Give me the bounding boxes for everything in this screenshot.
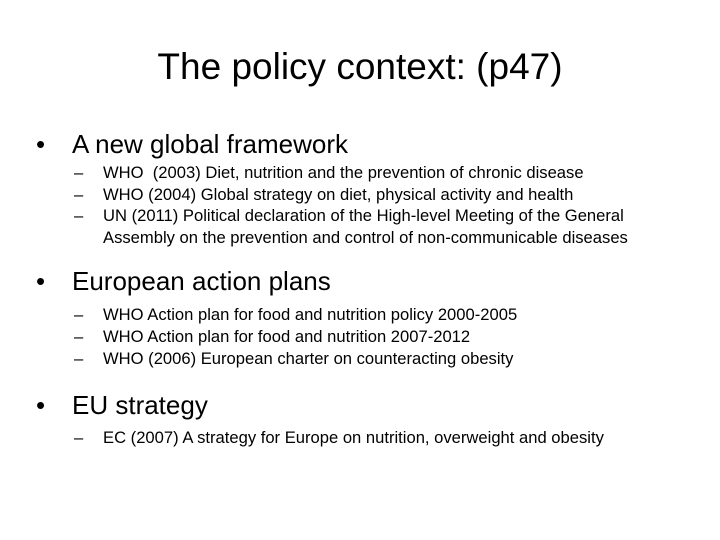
sub-list [36,427,700,449]
dash-icon: – [74,428,84,448]
dash-icon: – [74,206,84,226]
sub-list [36,304,700,369]
section-heading [36,264,700,298]
list-item-text: UN (2011) Political declaration of the High-level Meeting of the General Assembly on the prevention and control of non-communicable diseases [103,206,628,247]
list-item-text: WHO Action plan for food and nutrition 2007-2012 [103,326,471,346]
section-heading [36,388,700,422]
bullet-icon: • [36,266,46,297]
list-item-text: WHO (2003) Diet, nutrition and the prevention of chronic disease [103,163,584,182]
section-eu-strategy [36,388,700,449]
bullet-icon: • [36,129,46,159]
slide-body [36,127,700,449]
section-heading-text: EU strategy [72,390,208,421]
bullet-icon: • [36,390,46,421]
dash-icon: – [74,163,84,182]
list-item-text: WHO (2006) European charter on counteracting obesity [103,348,514,368]
section-european-action-plans [36,264,700,369]
list-item-text: WHO (2004) Global strategy on diet, physical activity and health [103,184,574,204]
list-item [36,304,700,326]
dash-icon: – [74,305,84,325]
list-item [36,427,663,449]
dash-icon: – [74,326,84,346]
dash-icon: – [74,348,84,368]
list-item-text: EC (2007) A strategy for Europe on nutrition, overweight and obesity [103,428,604,448]
slide-title: The policy context: (p47) [157,46,563,87]
sub-list [36,162,700,248]
section-heading-text: European action plans [72,266,331,297]
list-item [36,184,700,206]
section-heading-text: A new global framework [72,129,349,159]
list-item [36,162,700,184]
list-item-text: WHO Action plan for food and nutrition policy 2000-2005 [103,305,518,325]
list-item [36,326,700,348]
list-item [36,205,668,248]
list-item [36,348,700,370]
dash-icon: – [74,184,84,204]
section-global-framework [36,127,700,248]
section-heading [36,127,700,161]
